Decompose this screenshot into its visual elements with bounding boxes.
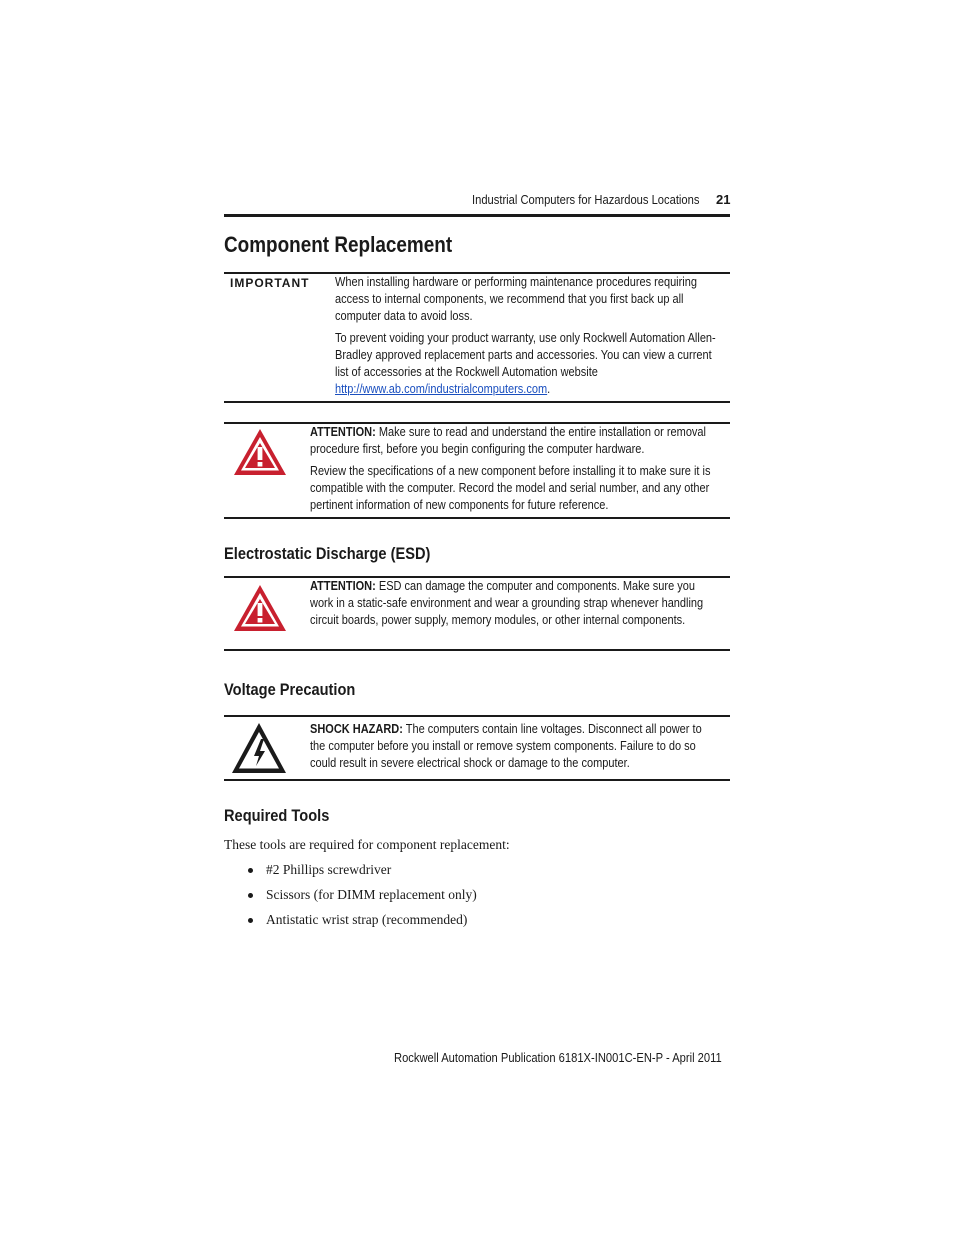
esd-lead: ATTENTION: (310, 579, 376, 593)
esd-para-text: ESD can damage the computer and components. Make sure you work in a static-safe environment and wear a grounding strap whenever handling circuit boards, power supply, memory modules, or other internal components. (310, 579, 704, 627)
section-title: Component Replacement (224, 232, 453, 257)
bullet (248, 868, 253, 873)
voltage-para (310, 721, 719, 772)
important-label: IMPORTANT (230, 276, 310, 290)
voltage-bottom-rule (224, 779, 730, 781)
bullet (248, 893, 253, 898)
attention-triangle-icon (231, 426, 289, 478)
important-para-2 (335, 330, 717, 398)
esd-bottom-rule (224, 649, 730, 651)
tools-intro: These tools are required for component replacement: (224, 837, 510, 852)
voltage-lead: SHOCK HAZARD: (310, 722, 403, 736)
attention1-para-2: Review the specifications of a new component before installing it to make sure it is compatible with the computer. Record the model and serial number, and any other pertinent information of new components for future reference. (310, 464, 711, 512)
bullet (248, 918, 253, 923)
attention1-text (310, 424, 728, 519)
accessories-link[interactable]: http://www.ab.com/industrialcomputers.com (335, 382, 548, 396)
important-text (335, 274, 717, 403)
list-item: Scissors (for DIMM replacement only) (266, 887, 477, 902)
publication-footer: Rockwell Automation Publication 6181X-IN001C-EN-P - April 2011 (394, 1050, 722, 1065)
list-item: #2 Phillips screwdriver (266, 862, 392, 877)
voltage-text (310, 721, 719, 777)
attention1-bottom-rule (224, 517, 730, 519)
esd-para (310, 578, 719, 629)
voltage-heading: Voltage Precaution (224, 680, 356, 699)
running-header: Industrial Computers for Hazardous Locations (472, 192, 700, 207)
esd-text (310, 578, 719, 634)
voltage-top-rule (224, 715, 730, 717)
attention1-para-1 (310, 424, 728, 458)
attention-triangle-icon (231, 582, 289, 634)
list-item: Antistatic wrist strap (recommended) (266, 912, 468, 927)
esd-heading: Electrostatic Discharge (ESD) (224, 544, 431, 563)
link-suffix: . (547, 382, 551, 396)
voltage-para-text: The computers contain line voltages. Disconnect all power to the computer before you install or remove system components. Failure to do so could result in severe electrical shock or damage to the computer. (310, 722, 702, 770)
shock-hazard-icon (229, 720, 289, 776)
page-number: 21 (716, 192, 731, 207)
attention1-lead: ATTENTION: (310, 425, 376, 439)
header-rule (224, 214, 730, 217)
important-bottom-rule (224, 401, 730, 403)
attention1-para-1-text: Make sure to read and understand the entire installation or removal procedure first, before you begin configuring the computer hardware. (310, 425, 706, 456)
important-para-1: When installing hardware or performing maintenance procedures requiring access to internal components, we recommend that you first back up all computer data to avoid loss. (335, 275, 697, 323)
tools-heading: Required Tools (224, 806, 330, 825)
important-para-2-text: To prevent voiding your product warranty, use only Rockwell Automation Allen-Bradley approved replacement parts and accessories. You can view a current list of accessories at the Rockwell Automation website (335, 331, 716, 379)
